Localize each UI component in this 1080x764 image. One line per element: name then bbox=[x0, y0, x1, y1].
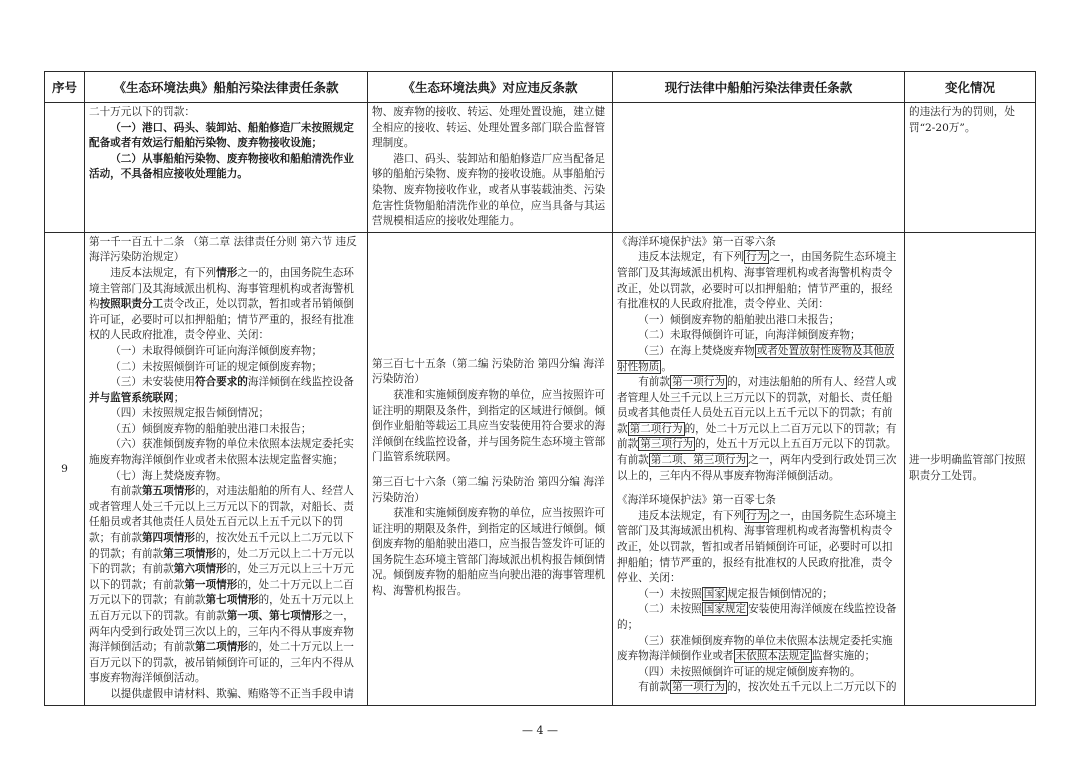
current-law-cell bbox=[613, 103, 905, 233]
change-cell: 的违法行为的罚则，处罚“2-20万”。 bbox=[905, 103, 1036, 233]
header-code-clauses: 《生态环境法典》船舶污染法律责任条款 bbox=[85, 72, 368, 103]
header-current-law-clauses: 现行法律中船舶污染法律责任条款 bbox=[613, 72, 905, 103]
header-change: 变化情况 bbox=[905, 72, 1036, 103]
article-title: 《海洋环境保护法》第一百零七条 bbox=[617, 494, 776, 507]
article-title: 第三百七十五条（第二编 污染防治 第四分编 海洋污染防治） bbox=[372, 357, 605, 386]
article-title: 《海洋环境保护法》第一百零六条 bbox=[617, 235, 776, 248]
article-title: 第三百七十六条（第二编 污染防治 第四分编 海洋污染防治） bbox=[372, 475, 605, 504]
seq-cell: 9 bbox=[45, 232, 85, 705]
seq-cell bbox=[45, 103, 85, 233]
table-row bbox=[45, 232, 1036, 705]
article-title: 第一千一百五十二条 （第二章 法律责任分则 第六节 违反海洋污染防治规定） bbox=[89, 235, 357, 264]
header-violation-clauses: 《生态环境法典》对应违反条款 bbox=[368, 72, 613, 103]
violation-cell: 第三百七十五条（第二编 污染防治 第四分编 海洋污染防治） 获准和实施倾倒废弃物的单位，应当按照许可证注明的期限及条件，到指定的区域进行倾倒。倾倒作业船舶等载运工具应当安装使用符合要求的海洋倾倒在线监控设备，并与国务院生态环境主管部门监管系统联网。 第三百七十六条（第二编 污染防治 第四分编 海洋污染防治） 获准和实施倾倒废弃物的单位，应当按照许可证注明的期限及条件，到指定的区域进行倾倒。倾倒废弃物的船舶驶出港口，应当报告签发许可证的国务院生态环境主管部门海域派出机构报告倾倒情况。倾倒废弃物的船舶应当向驶出港的海事管理机构、海警机构报告。 bbox=[368, 232, 613, 705]
current-law-cell: 《海洋环境保护法》第一百零六条 违反本法规定，有下列 行为 之一，由国务院生态环境主管部门及其海域派出机构、海事管理机构或者海警机构责令改正，处以罚款，必要时可以扣押船舶；情节严重的，报经有批准权的人民政府批准，责令停业、关闭： （一）倾倒废弃物的船舶驶出港口未报告； （二）未取得倾倒许可证，向海洋倾倒废弃物； （三）在海上焚烧废弃物 或者处置放射性废物及其他放射性物质 。 有前款 第一项行为 的，对违法船舶的所有人、经营人或者管理人处三千元以上三万元以下的罚款，对船长、责任船员或者其他责任人员处五百元以上五千元以下的罚款；有前款 第二项行为 的，处二十万元以上二百万元以下的罚款；有前款 第三项行为 的，处五十万元以上五百万元以下的罚款。有前款 第二项、第三项行为 之一，两年内受到行政处罚三次以上的，三年内不得从事废弃物海洋倾倒活动。 《海洋环境保护法》第一百零七条 违反本法规定，有下列 行为 之一，由国务院生态环境主管部门及其海域派出机构、海事管理机构或者海警机构责令改正，处以罚款，暂扣或者吊销倾倒许可证，必要时可以扣押船舶；情节严重的，报经有批准权的人民政府批准，责令停业、关闭： （一）未按照 国家 规定报告倾倒情况的； （二）未按照 国家规定 安装使用海洋倾废在线监控设备的； （三）获准倾倒废弃物的单位未依照本法规定委托实施废弃物海洋倾倒作业或者 未依照本法规定 监督实施的； （四）未按照倾倒许可证的规定倾倒废弃物的。 有前款 第一项行为 的，按次处五千元以上二万元以下的 bbox=[613, 232, 905, 705]
page-number: — 4 — bbox=[522, 724, 558, 737]
violation-cell: 物、废弃物的接收、转运、处理处置设施，建立健全相应的接收、转运、处理处置多部门联合监督管理制度。 港口、码头、装卸站和船舶修造厂应当配备足够的船舶污染物、废弃物的接收设施。从事船舶污染物、废弃物接收作业，或者从事装载油类、污染危害性货物船舶清洗作业的单位，应当具备与其运营规模相适应的接收处理能力。 bbox=[368, 103, 613, 233]
code-cell: 二十万元以下的罚款： （一）港口、码头、装卸站、船舶修造厂未按照规定配备或者有效运行船舶污染物、废弃物接收设施； （二）从事船舶污染物、废弃物接收和船舶清洗作业活动，不具备相应接收处理能力。 bbox=[85, 103, 368, 233]
header-seq: 序号 bbox=[45, 72, 85, 103]
comparison-table bbox=[44, 71, 1036, 706]
table-row bbox=[45, 103, 1036, 233]
code-cell: 第一千一百五十二条 （第二章 法律责任分则 第六节 违反海洋污染防治规定） 违反本法规定，有下列情形之一的，由国务院生态环境主管部门及其海域派出机构、海事管理机构或者海警机构按照职责分工责令改正，处以罚款，暂扣或者吊销倾倒许可证，必要时可以扣押船舶；情节严重的，报经有批准权的人民政府批准，责令停业、关闭： （一）未取得倾倒许可证向海洋倾倒废弃物； （二）未按照倾倒许可证的规定倾倒废弃物； （三）未安装使用符合要求的海洋倾倒在线监控设备并与监管系统联网； （四）未按照规定报告倾倒情况； （五）倾倒废弃物的船舶驶出港口未报告； （六）获准倾倒废弃物的单位未依照本法规定委托实施废弃物海洋倾倒作业或者未依照本法规定监督实施； （七）海上焚烧废弃物。 有前款第五项情形的，对违法船舶的所有人、经营人或者管理人处三千元以上三万元以下的罚款，对船长、责任船员或者其他责任人员处五百元以上五千元以下的罚款；有前款第四项情形的，按次处五千元以上二万元以下的罚款；有前款第三项情形的，处二万元以上二十万元以下的罚款；有前款第六项情形的，处三万元以上三十万元以下的罚款；有前款第一项情形的，处二十万元以上二百万元以下的罚款；有前款第七项情形的，处五十万元以上五百万元以下的罚款。有前款第一项、第七项情形之一，两年内受到行政处罚三次以上的，三年内不得从事废弃物海洋倾倒活动；有前款第二项情形的，处二十万元以上一百万元以下的罚款，被吊销倾倒许可证的，三年内不得从事废弃物海洋倾倒活动。 以提供虚假申请材料、欺骗、贿赂等不正当手段申请 bbox=[85, 232, 368, 705]
change-cell: 进一步明确监管部门按照职责分工处罚。 bbox=[905, 232, 1036, 705]
header-row bbox=[45, 72, 1036, 103]
